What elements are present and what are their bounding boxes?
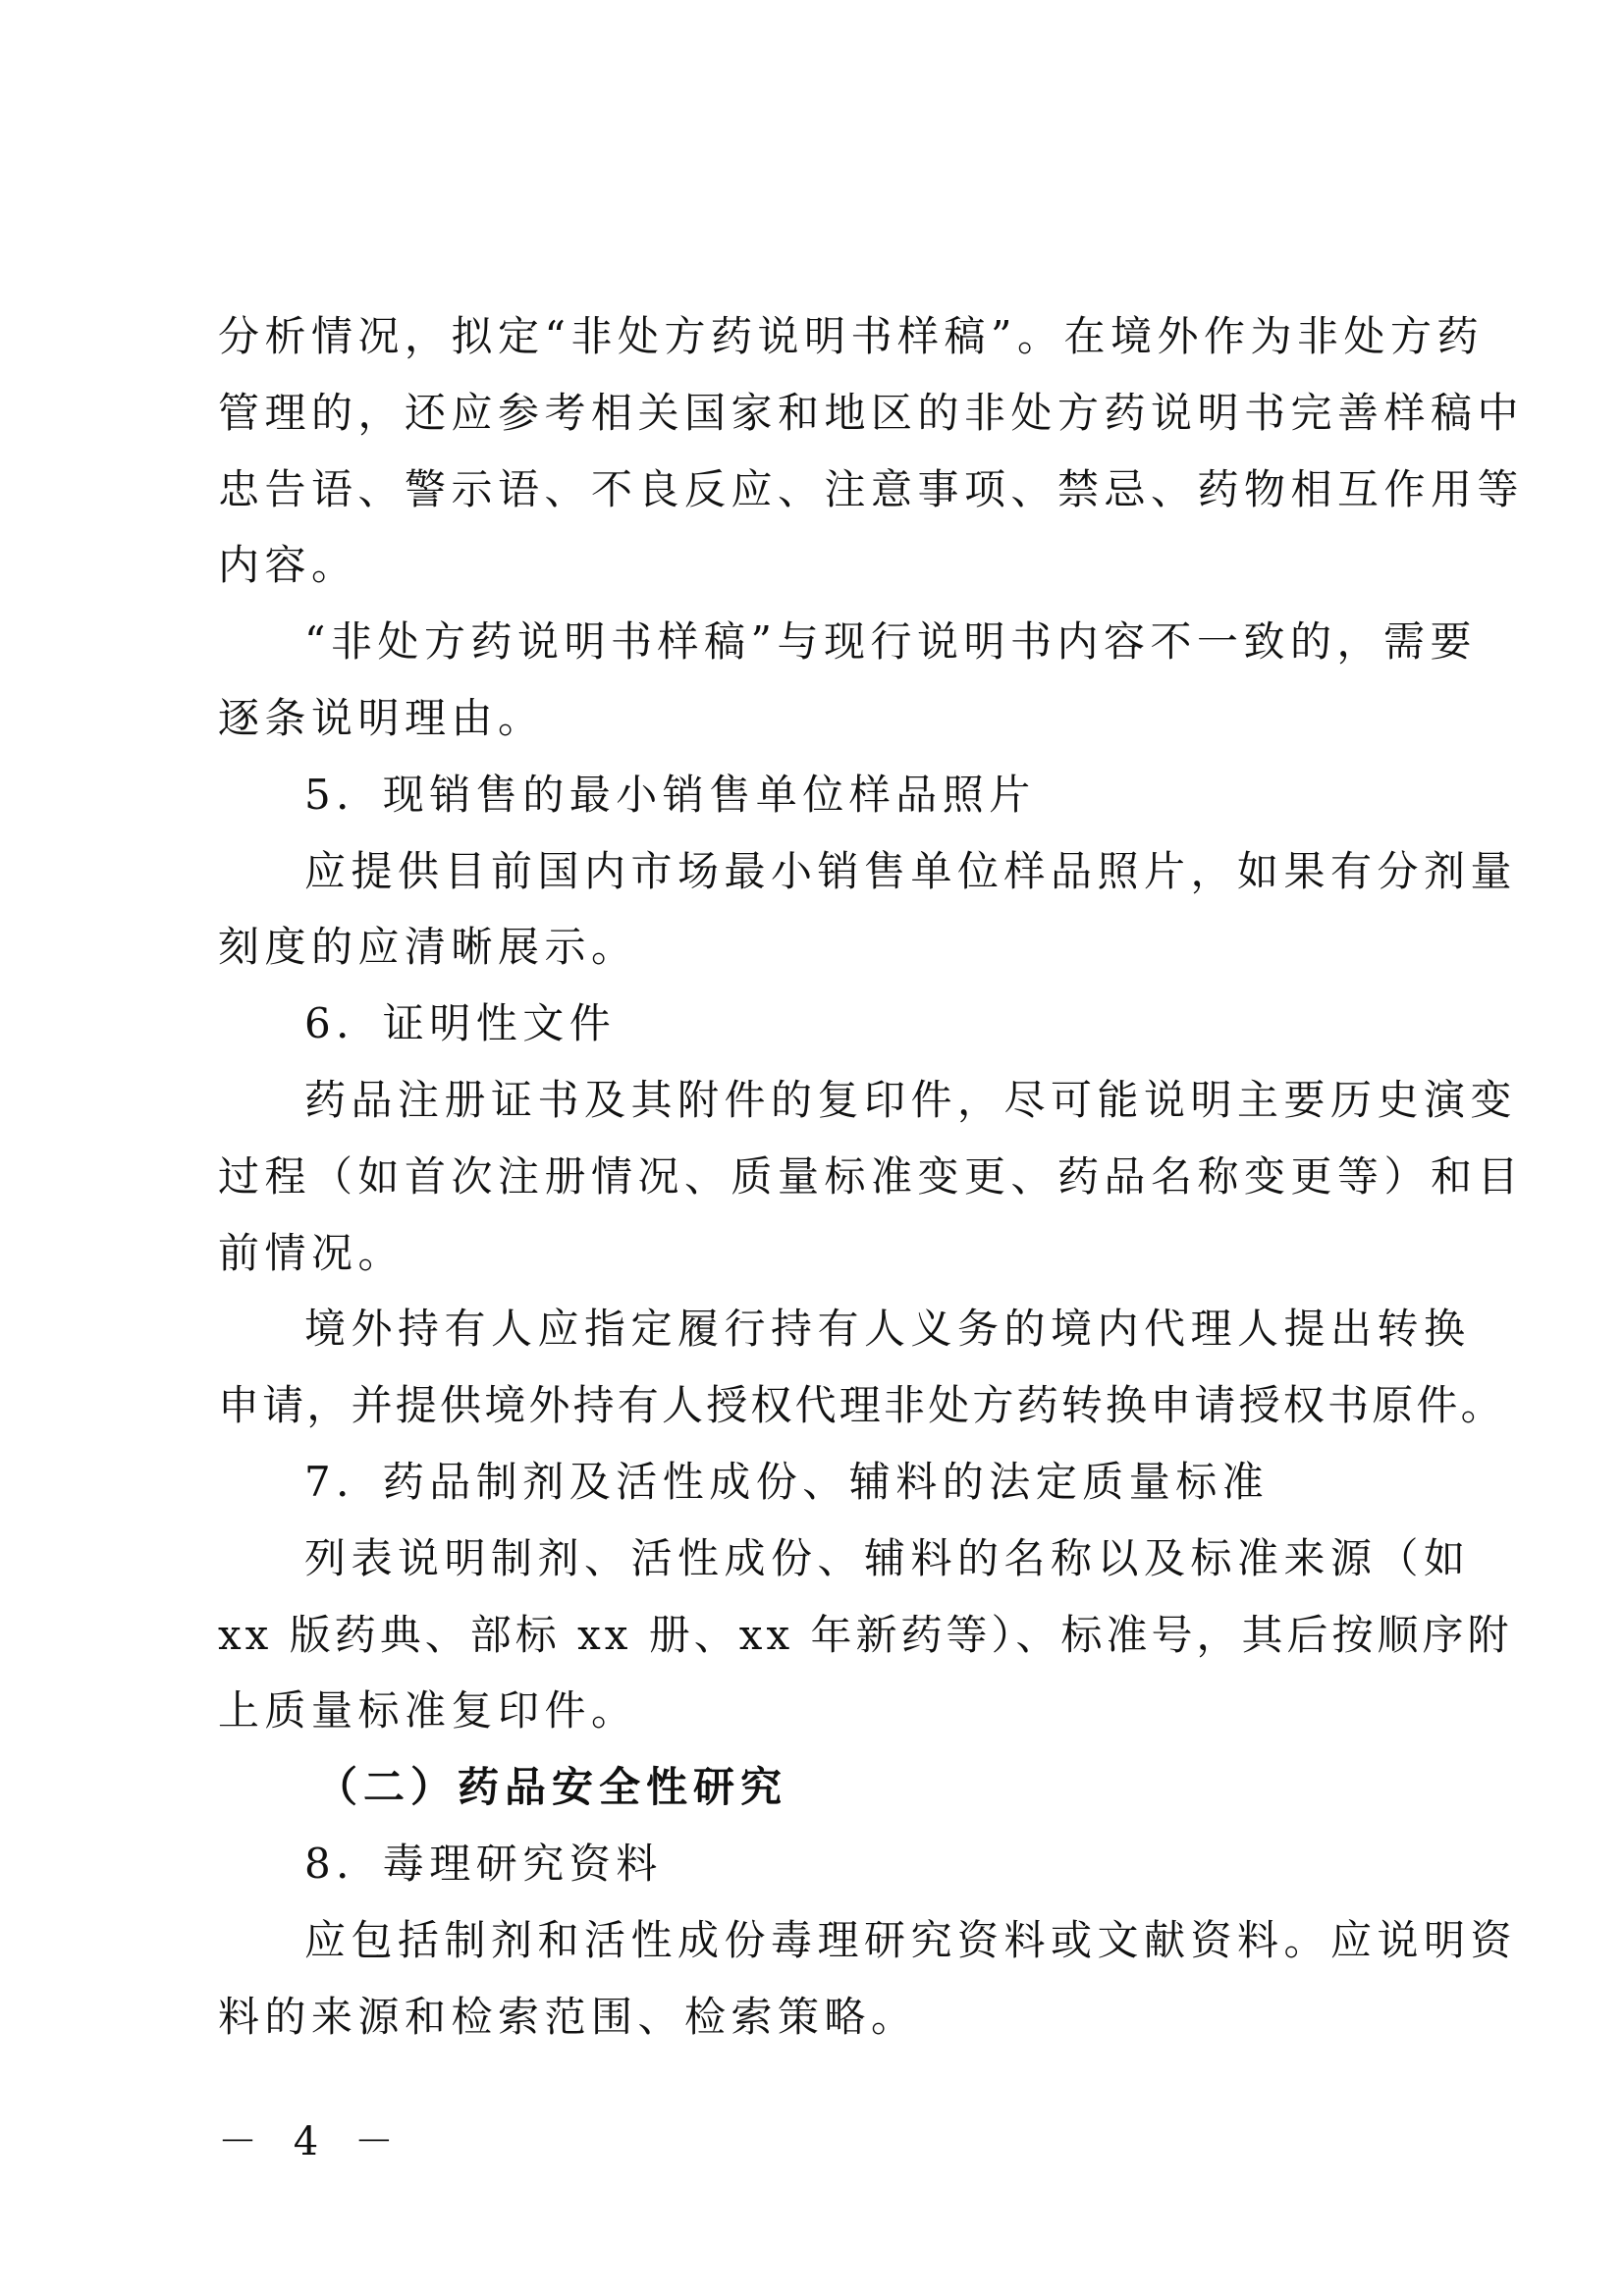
section-heading-7: 7．药品制剂及活性成份、辅料的法定质量标准 — [304, 1457, 1270, 1506]
paragraph-line: 申请，并提供境外持有人授权代理非处方药转换申请授权书原件。 — [218, 1381, 1505, 1430]
paragraph-line: 逐条说明理由。 — [218, 693, 545, 742]
paragraph-line: 料的来源和检索范围、检索策略。 — [218, 1992, 918, 2041]
paragraph-line: 药品注册证书及其附件的复印件，尽可能说明主要历史演变 — [304, 1075, 1518, 1124]
paragraph-line: 刻度的应清晰展示。 — [218, 923, 638, 972]
body-text — [218, 298, 1525, 2055]
paragraph-line: 过程（如首次注册情况、质量标准变更、药品名称变更等）和目 — [218, 1151, 1525, 1201]
paragraph-line: “非处方药说明书样稿”与现行说明书内容不一致的，需要 — [304, 617, 1477, 667]
page-number: － 4 － — [218, 2119, 406, 2164]
paragraph-line: 前情况。 — [218, 1228, 406, 1277]
paragraph-line: 境外持有人应指定履行持有人义务的境内代理人提出转换 — [304, 1305, 1471, 1354]
section-heading-8: 8．毒理研究资料 — [304, 1839, 663, 1888]
paragraph-line: 分析情况，拟定“非处方药说明书样稿”。在境外作为非处方药 — [218, 312, 1484, 360]
paragraph-line: 应包括制剂和活性成份毒理研究资料或文献资料。应说明资 — [304, 1915, 1518, 1964]
section-heading-5: 5．现销售的最小销售单位样品照片 — [304, 770, 1036, 819]
section-heading-2: （二）药品安全性研究 — [316, 1763, 788, 1812]
paragraph-line: 列表说明制剂、活性成份、辅料的名称以及标准来源（如 — [304, 1533, 1471, 1582]
section-heading-6: 6．证明性文件 — [304, 999, 617, 1048]
paragraph-line: 上质量标准复印件。 — [218, 1686, 638, 1735]
paragraph-line: 内容。 — [218, 541, 358, 590]
paragraph-line: 忠告语、警示语、不良反应、注意事项、禁忌、药物相互作用等 — [218, 464, 1525, 513]
paragraph-line: xx 版药典、部标 xx 册、xx 年新药等）、标准号，其后按顺序附 — [218, 1610, 1513, 1659]
paragraph-line: 管理的，还应参考相关国家和地区的非处方药说明书完善样稿中 — [218, 388, 1525, 437]
paragraph-line: 应提供目前国内市场最小销售单位样品照片，如果有分剂量 — [304, 846, 1518, 895]
